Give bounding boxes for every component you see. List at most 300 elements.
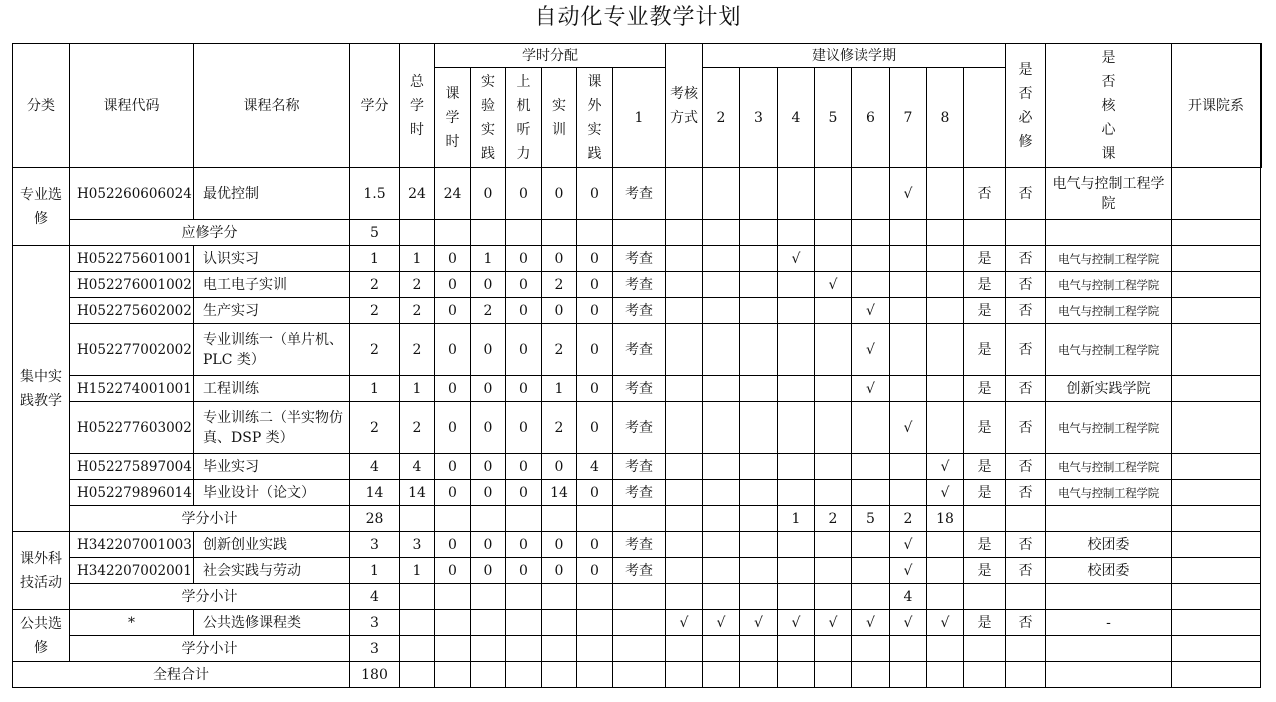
course-core: 否 [1006,246,1046,272]
course-lecture-hours: 0 [435,402,471,454]
header-semester-6: 6 [852,68,890,168]
empty-cell [400,584,435,610]
course-total-hours: 2 [400,298,435,324]
subtotal-label: 学分小计 [70,636,350,662]
course-extra-hours: 4 [577,454,613,480]
course-lecture-hours: 0 [435,298,471,324]
empty-cell [815,662,852,688]
table-row [13,532,1262,558]
semester-3-cell [740,402,778,454]
course-required: 是 [964,532,1006,558]
empty-cell [506,220,542,246]
course-lecture-hours [435,610,471,636]
course-computer-hours: 0 [506,246,542,272]
course-required: 是 [964,402,1006,454]
semester-3-cell: √ [740,610,778,636]
course-experiment-hours: 0 [471,168,506,220]
empty-cell [542,636,577,662]
semester-1-cell: √ [666,610,703,636]
course-name: 专业训练二（半实物仿真、DSP 类） [194,402,350,454]
semester-7-cell [890,246,927,272]
semester-1-cell [666,480,703,506]
semester-1-cell [666,272,703,298]
semester-4-cell: √ [778,246,815,272]
course-code: H052277603002 [70,402,194,454]
semester-6-cell [852,454,890,480]
course-required: 是 [964,454,1006,480]
subtotal-row [13,636,1262,662]
empty-cell [471,662,506,688]
course-credit: 4 [350,454,400,480]
course-direction [1172,454,1261,480]
empty-cell [613,636,666,662]
category-cell: 集中实践教学 [13,246,70,532]
header-semester-8: 8 [927,68,964,168]
course-total-hours: 2 [400,272,435,298]
course-code: H052275897004 [70,454,194,480]
course-extra-hours: 0 [577,272,613,298]
teaching-plan-table [12,43,1262,688]
course-core: 否 [1006,402,1046,454]
course-dept: 电气与控制工程学院 [1046,246,1172,272]
course-extra-hours: 0 [577,558,613,584]
semester-2-cell [703,532,740,558]
subtotal-semester-1 [666,506,703,532]
empty-cell [471,506,506,532]
semester-1-cell [666,402,703,454]
semester-5-cell [815,324,852,376]
course-experiment-hours: 0 [471,376,506,402]
course-extra-hours: 0 [577,168,613,220]
course-code: H052260606024 [70,168,194,220]
empty-cell [964,506,1006,532]
course-dept: 创新实践学院 [1046,376,1172,402]
empty-cell [613,506,666,532]
course-direction [1172,558,1261,584]
course-total-hours: 4 [400,454,435,480]
course-code: H052275602002 [70,298,194,324]
table-row [13,402,1262,454]
header-semester-3: 3 [740,68,778,168]
subtotal-semester-6 [852,584,890,610]
subtotal-semester-3 [740,220,778,246]
course-training-hours [542,610,577,636]
course-dept: - [1046,610,1172,636]
table-row [13,480,1262,506]
grand-total-row [13,662,1262,688]
semester-8-cell [927,324,964,376]
empty-cell [506,662,542,688]
semester-7-cell: √ [890,532,927,558]
empty-cell [542,506,577,532]
semester-2-cell [703,402,740,454]
course-extra-hours: 0 [577,298,613,324]
empty-cell [1006,584,1046,610]
semester-1-cell [666,454,703,480]
course-assessment: 考查 [613,168,666,220]
empty-cell [1006,220,1046,246]
subtotal-semester-4: 1 [778,506,815,532]
course-name: 最优控制 [194,168,350,220]
course-lecture-hours: 0 [435,324,471,376]
semester-4-cell [778,376,815,402]
course-assessment: 考查 [613,324,666,376]
course-extra-hours: 0 [577,532,613,558]
semester-2-cell [703,298,740,324]
subtotal-semester-5 [815,584,852,610]
header-total-hours: 总 学 时 [400,44,435,168]
subtotal-row [13,584,1262,610]
subtotal-semester-1 [666,220,703,246]
header-semester-2: 2 [703,68,740,168]
table-row [13,610,1262,636]
course-training-hours: 0 [542,558,577,584]
table-row [13,272,1262,298]
course-required: 是 [964,298,1006,324]
subtotal-semester-8: 18 [927,506,964,532]
course-lecture-hours: 0 [435,376,471,402]
empty-cell [577,662,613,688]
empty-cell [1046,220,1172,246]
course-required: 是 [964,558,1006,584]
header-dept: 开课院系 [1172,44,1261,168]
semester-5-cell [815,168,852,220]
course-assessment: 考查 [613,246,666,272]
semester-3-cell [740,272,778,298]
semester-5-cell [815,402,852,454]
semester-2-cell [703,376,740,402]
empty-cell [740,662,778,688]
course-extra-hours: 0 [577,324,613,376]
subtotal-semester-5 [815,220,852,246]
subtotal-semester-2 [703,636,740,662]
semester-4-cell [778,272,815,298]
semester-3-cell [740,324,778,376]
course-lecture-hours: 0 [435,558,471,584]
subtotal-row [13,506,1262,532]
course-total-hours: 1 [400,558,435,584]
course-core: 否 [1006,298,1046,324]
subtotal-semester-5 [815,636,852,662]
empty-cell [964,662,1006,688]
course-required: 是 [964,480,1006,506]
subtotal-semester-7: 2 [890,506,927,532]
semester-6-cell [852,532,890,558]
course-extra-hours: 0 [577,402,613,454]
course-extra-hours: 0 [577,376,613,402]
empty-cell [964,220,1006,246]
empty-cell [1172,584,1261,610]
empty-cell [506,636,542,662]
empty-cell [1172,662,1261,688]
course-code: H052276001002 [70,272,194,298]
course-core: 否 [1006,558,1046,584]
grand-total-label: 全程合计 [13,662,350,688]
semester-5-cell [815,246,852,272]
course-computer-hours: 0 [506,298,542,324]
subtotal-label: 学分小计 [70,506,350,532]
empty-cell [435,506,471,532]
header-hours-group: 学时分配 [435,44,666,68]
semester-2-cell [703,324,740,376]
empty-cell [506,584,542,610]
empty-cell [435,220,471,246]
header-required: 是 否 必 修 [1006,44,1046,168]
course-name: 工程训练 [194,376,350,402]
course-training-hours: 2 [542,272,577,298]
empty-cell [1046,636,1172,662]
course-dept: 电气与控制工程学院 [1046,324,1172,376]
semester-4-cell [778,558,815,584]
table-row [13,324,1262,376]
semester-6-cell: √ [852,298,890,324]
course-experiment-hours [471,610,506,636]
course-assessment: 考查 [613,532,666,558]
course-experiment-hours: 0 [471,480,506,506]
empty-cell [890,662,927,688]
empty-cell [1172,506,1261,532]
empty-cell [577,220,613,246]
empty-cell [1006,636,1046,662]
table-row [13,168,1262,220]
subtotal-semester-4 [778,220,815,246]
course-lecture-hours: 0 [435,454,471,480]
header-name: 课程名称 [194,44,350,168]
course-computer-hours: 0 [506,324,542,376]
course-computer-hours: 0 [506,168,542,220]
course-direction [1172,610,1261,636]
header-semester-5: 5 [815,68,852,168]
course-core: 否 [1006,168,1046,220]
semester-7-cell: √ [890,402,927,454]
course-dept: 电气与控制工程学院 [1046,168,1172,220]
course-lecture-hours: 0 [435,246,471,272]
semester-7-cell: √ [890,610,927,636]
empty-cell [1046,584,1172,610]
semester-8-cell: √ [927,610,964,636]
course-credit: 2 [350,324,400,376]
course-name: 公共选修课程类 [194,610,350,636]
course-required: 是 [964,272,1006,298]
course-experiment-hours: 0 [471,558,506,584]
semester-8-cell [927,402,964,454]
course-training-hours: 0 [542,246,577,272]
course-core: 否 [1006,272,1046,298]
semester-7-cell: √ [890,168,927,220]
course-name: 毕业实习 [194,454,350,480]
header-lecture: 课 学 时 [435,68,471,168]
course-assessment: 考查 [613,272,666,298]
semester-2-cell [703,480,740,506]
empty-cell [400,662,435,688]
empty-cell [435,662,471,688]
empty-cell [613,220,666,246]
empty-cell [1046,506,1172,532]
semester-2-cell [703,272,740,298]
course-training-hours: 14 [542,480,577,506]
course-name: 社会实践与劳动 [194,558,350,584]
subtotal-semester-8 [927,220,964,246]
subtotal-semester-6: 5 [852,506,890,532]
semester-7-cell [890,376,927,402]
header-direction [1261,44,1262,168]
course-name: 创新创业实践 [194,532,350,558]
course-assessment: 考查 [613,454,666,480]
semester-5-cell [815,480,852,506]
subtotal-label: 学分小计 [70,584,350,610]
empty-cell [778,662,815,688]
empty-cell [613,662,666,688]
semester-5-cell: √ [815,272,852,298]
semester-1-cell [666,168,703,220]
course-assessment [613,610,666,636]
empty-cell [542,584,577,610]
header-core: 是 否 核 心 课 [1046,44,1172,168]
course-code: H052279896014 [70,480,194,506]
course-computer-hours: 0 [506,532,542,558]
course-computer-hours [506,610,542,636]
course-assessment: 考查 [613,402,666,454]
empty-cell [400,636,435,662]
course-computer-hours: 0 [506,454,542,480]
semester-8-cell [927,376,964,402]
semester-7-cell [890,324,927,376]
course-direction [1172,376,1261,402]
category-cell: 公共选修 [13,610,70,662]
course-experiment-hours: 2 [471,298,506,324]
subtotal-semester-7: 4 [890,584,927,610]
semester-4-cell [778,324,815,376]
header-extracurricular: 课 外 实 践 [577,68,613,168]
course-code: * [70,610,194,636]
semester-8-cell: √ [927,480,964,506]
subtotal-credit: 4 [350,584,400,610]
course-experiment-hours: 0 [471,324,506,376]
course-direction [1172,402,1261,454]
semester-6-cell [852,402,890,454]
semester-1-cell [666,324,703,376]
semester-8-cell: √ [927,454,964,480]
course-total-hours: 2 [400,324,435,376]
course-extra-hours [577,610,613,636]
course-total-hours: 1 [400,376,435,402]
course-core: 否 [1006,324,1046,376]
course-name: 毕业设计（论文） [194,480,350,506]
course-total-hours: 2 [400,402,435,454]
subtotal-credit: 5 [350,220,400,246]
empty-cell [400,506,435,532]
course-required: 是 [964,324,1006,376]
course-extra-hours: 0 [577,246,613,272]
table-row [13,246,1262,272]
subtotal-semester-6 [852,636,890,662]
header-code: 课程代码 [70,44,194,168]
course-lecture-hours: 24 [435,168,471,220]
course-credit: 3 [350,610,400,636]
course-training-hours: 2 [542,324,577,376]
header-semester-group: 建议修读学期 [703,44,1006,68]
semester-6-cell: √ [852,376,890,402]
course-total-hours: 14 [400,480,435,506]
semester-6-cell: √ [852,324,890,376]
semester-3-cell [740,168,778,220]
subtotal-semester-1 [666,584,703,610]
semester-6-cell [852,272,890,298]
course-code: H342207002001 [70,558,194,584]
subtotal-label: 应修学分 [70,220,350,246]
header-assessment: 考核 方式 [666,44,703,168]
subtotal-semester-8 [927,584,964,610]
semester-5-cell [815,454,852,480]
page-title: 自动化专业教学计划 [534,5,742,30]
header-semester-1: 1 [613,68,666,168]
subtotal-semester-7 [890,636,927,662]
course-core: 否 [1006,480,1046,506]
semester-2-cell [703,168,740,220]
subtotal-credit: 3 [350,636,400,662]
semester-4-cell [778,532,815,558]
semester-4-cell [778,168,815,220]
semester-7-cell [890,480,927,506]
subtotal-semester-3 [740,506,778,532]
course-dept: 电气与控制工程学院 [1046,480,1172,506]
course-credit: 1 [350,558,400,584]
course-lecture-hours: 0 [435,532,471,558]
course-dept: 电气与控制工程学院 [1046,402,1172,454]
subtotal-semester-3 [740,636,778,662]
subtotal-semester-3 [740,584,778,610]
semester-7-cell [890,454,927,480]
semester-3-cell [740,298,778,324]
course-experiment-hours: 0 [471,402,506,454]
course-computer-hours: 0 [506,480,542,506]
course-name: 电工电子实训 [194,272,350,298]
header-semester-4: 4 [778,68,815,168]
course-name: 认识实习 [194,246,350,272]
course-training-hours: 2 [542,402,577,454]
empty-cell [964,636,1006,662]
semester-6-cell: √ [852,610,890,636]
course-core: 否 [1006,610,1046,636]
course-dept: 电气与控制工程学院 [1046,272,1172,298]
course-credit: 2 [350,272,400,298]
subtotal-semester-5: 2 [815,506,852,532]
semester-4-cell [778,298,815,324]
semester-4-cell [778,454,815,480]
course-name: 专业训练一（单片机、PLC 类） [194,324,350,376]
semester-5-cell [815,532,852,558]
course-computer-hours: 0 [506,558,542,584]
empty-cell [471,584,506,610]
semester-2-cell: √ [703,610,740,636]
semester-2-cell [703,246,740,272]
semester-6-cell [852,558,890,584]
course-direction [1172,532,1261,558]
empty-cell [577,636,613,662]
subtotal-semester-8 [927,636,964,662]
semester-8-cell [927,558,964,584]
subtotal-semester-4 [778,636,815,662]
subtotal-semester-2 [703,220,740,246]
empty-cell [577,584,613,610]
course-total-hours [400,610,435,636]
course-assessment: 考查 [613,298,666,324]
semester-5-cell [815,558,852,584]
course-direction [1172,246,1261,272]
semester-6-cell [852,246,890,272]
semester-1-cell [666,558,703,584]
semester-2-cell [703,454,740,480]
